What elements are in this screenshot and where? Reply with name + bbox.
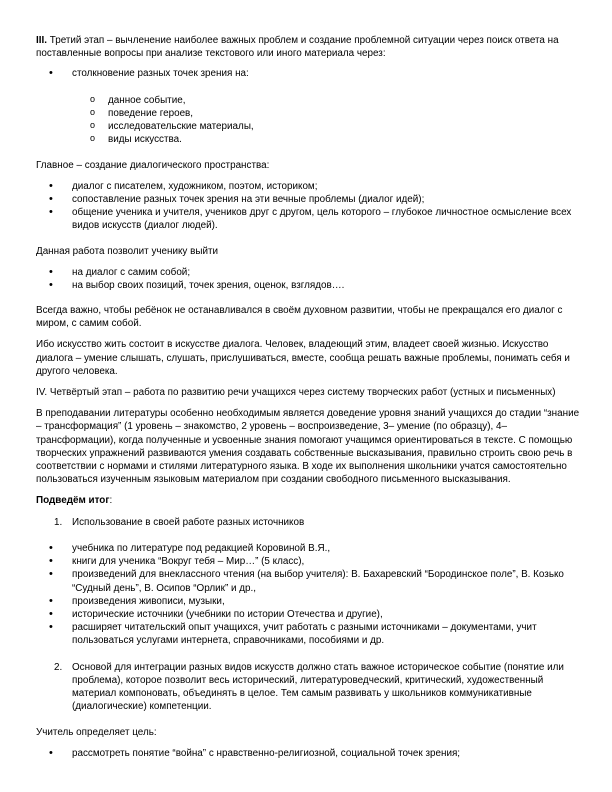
list-item [36,516,584,529]
exit-list [36,266,584,292]
list-item: o поведение героев, [36,107,584,120]
list-item: • учебника по литературе под редакцией Коровиной В.Я., [36,542,584,555]
section-4-body: В преподавании литературы особенно необходимым является доведение уровня знаний учащихся до стадии “знание – трансформация” (1 уровень – знакомство, 2 уровень – воспроизведение, 3– умение (по образцу), 4– трансформации), когда полученные и усвоенные знания помогают учащимся ориентироваться в тексте. С помощью творческих упражнений развиваются умения создавать собственные высказывания, правильно строить свою речь в соответствии с нормами и стилями литературного языка. В ходе их выполнения школьники учатся самостоятельно пользоваться изученным языковым материалом при создании свободного письменного высказывания. [36,408,580,486]
sources-list [36,542,584,648]
exit-heading: Данная работа позволит ученику выйти [36,246,218,258]
list-item: • произведения живописи, музыки, [36,595,584,608]
section-3-numeral: III. [36,35,47,46]
paragraph-dialog-art: Ибо искусство жить состоит в искусстве диалога. Человек, владеющий этим, владеет своей жизнью. Искусство диалога – умение слышать, слушать, прислушиваться, вместе, сообща решать важные проблемы, понимать себя и другого человека. [36,339,570,377]
section-3-text: Третий этап – вычленение наиболее важных проблем и создание проблемной ситуации через поиск ответа на поставленные вопросы при анализе текстового или иного материала через: [36,35,559,60]
list-item-text: Основой для интеграции разных видов искусств должно стать важное историческое событие (понятие или проблема), которое позволит весь исторический, литературоведческий, критический, художественный материал компоновать, объединять в целое. Тем самым развивать у школьников коммуникативные (диалогические) компетенции. [72,661,564,713]
list-item: o данное событие, [36,94,584,107]
summary-heading-colon: : [109,495,113,507]
list-item: • рассмотреть понятие “война” с нравственно-религиозной, социальной точек зрения; [36,747,584,760]
paragraph-development: Всегда важно, чтобы ребёнок не останавливался в своём духовном развитии, чтобы не прекращался его диалог с миром, с самим собой. [36,305,563,330]
list-item: • исторические источники (учебники по истории Отечества и другие), [36,608,584,621]
list-item-text: Использование в своей работе разных источников [72,516,305,528]
section-3-bullet-list [36,67,584,80]
summary-heading-bold: Подведём итог [36,495,110,507]
summary-numbered-list-1 [36,516,584,529]
summary-heading [36,494,584,507]
list-item: • общение ученика и учителя, учеников друг с другом, цель которого – глубокое личностное осмысление всех видов искусств (диалог людей). [36,206,584,232]
list-item: • столкновение разных точек зрения на: [36,67,584,80]
list-item: • на выбор своих позиций, точек зрения, оценок, взглядов…. [36,279,584,292]
list-item: • книги для ученика “Вокруг тебя – Мир…” (5 класс), [36,555,584,568]
goal-list [36,747,584,760]
list-item: • сопоставление разных точек зрения на эти вечные проблемы (диалог идей); [36,193,584,206]
list-item: • на диалог с самим собой; [36,266,584,279]
list-number: 1. [54,516,63,528]
section-3-sub-list [36,94,584,147]
list-item: • произведений для внеклассного чтения (на выбор учителя): В. Бахаревский “Бородинское поле”, В. Козько “Судный день”, В. Осипов “Орлик” и др., [36,568,584,594]
section-4-title: IV. Четвёртый этап – работа по развитию речи учащихся через систему творческих работ (устных и письменных) [36,387,556,399]
section-3-paragraph [36,34,584,60]
document-page [36,34,584,760]
list-item: o виды искусства. [36,133,584,146]
dialog-space-heading: Главное – создание диалогического пространства: [36,160,270,172]
list-item [36,661,584,714]
dialog-space-list [36,180,584,233]
list-item: • расширяет читательский опыт учащихся, учит работать с разными источниками – документами, учит пользоваться услугами интернета, справочниками, пособиями и др. [36,621,584,647]
list-number: 2. [54,661,63,673]
list-item: • диалог с писателем, художником, поэтом, историком; [36,180,584,193]
list-item: o исследовательские материалы, [36,120,584,133]
goal-heading: Учитель определяет цель: [36,727,157,739]
summary-numbered-list-2 [36,661,584,714]
